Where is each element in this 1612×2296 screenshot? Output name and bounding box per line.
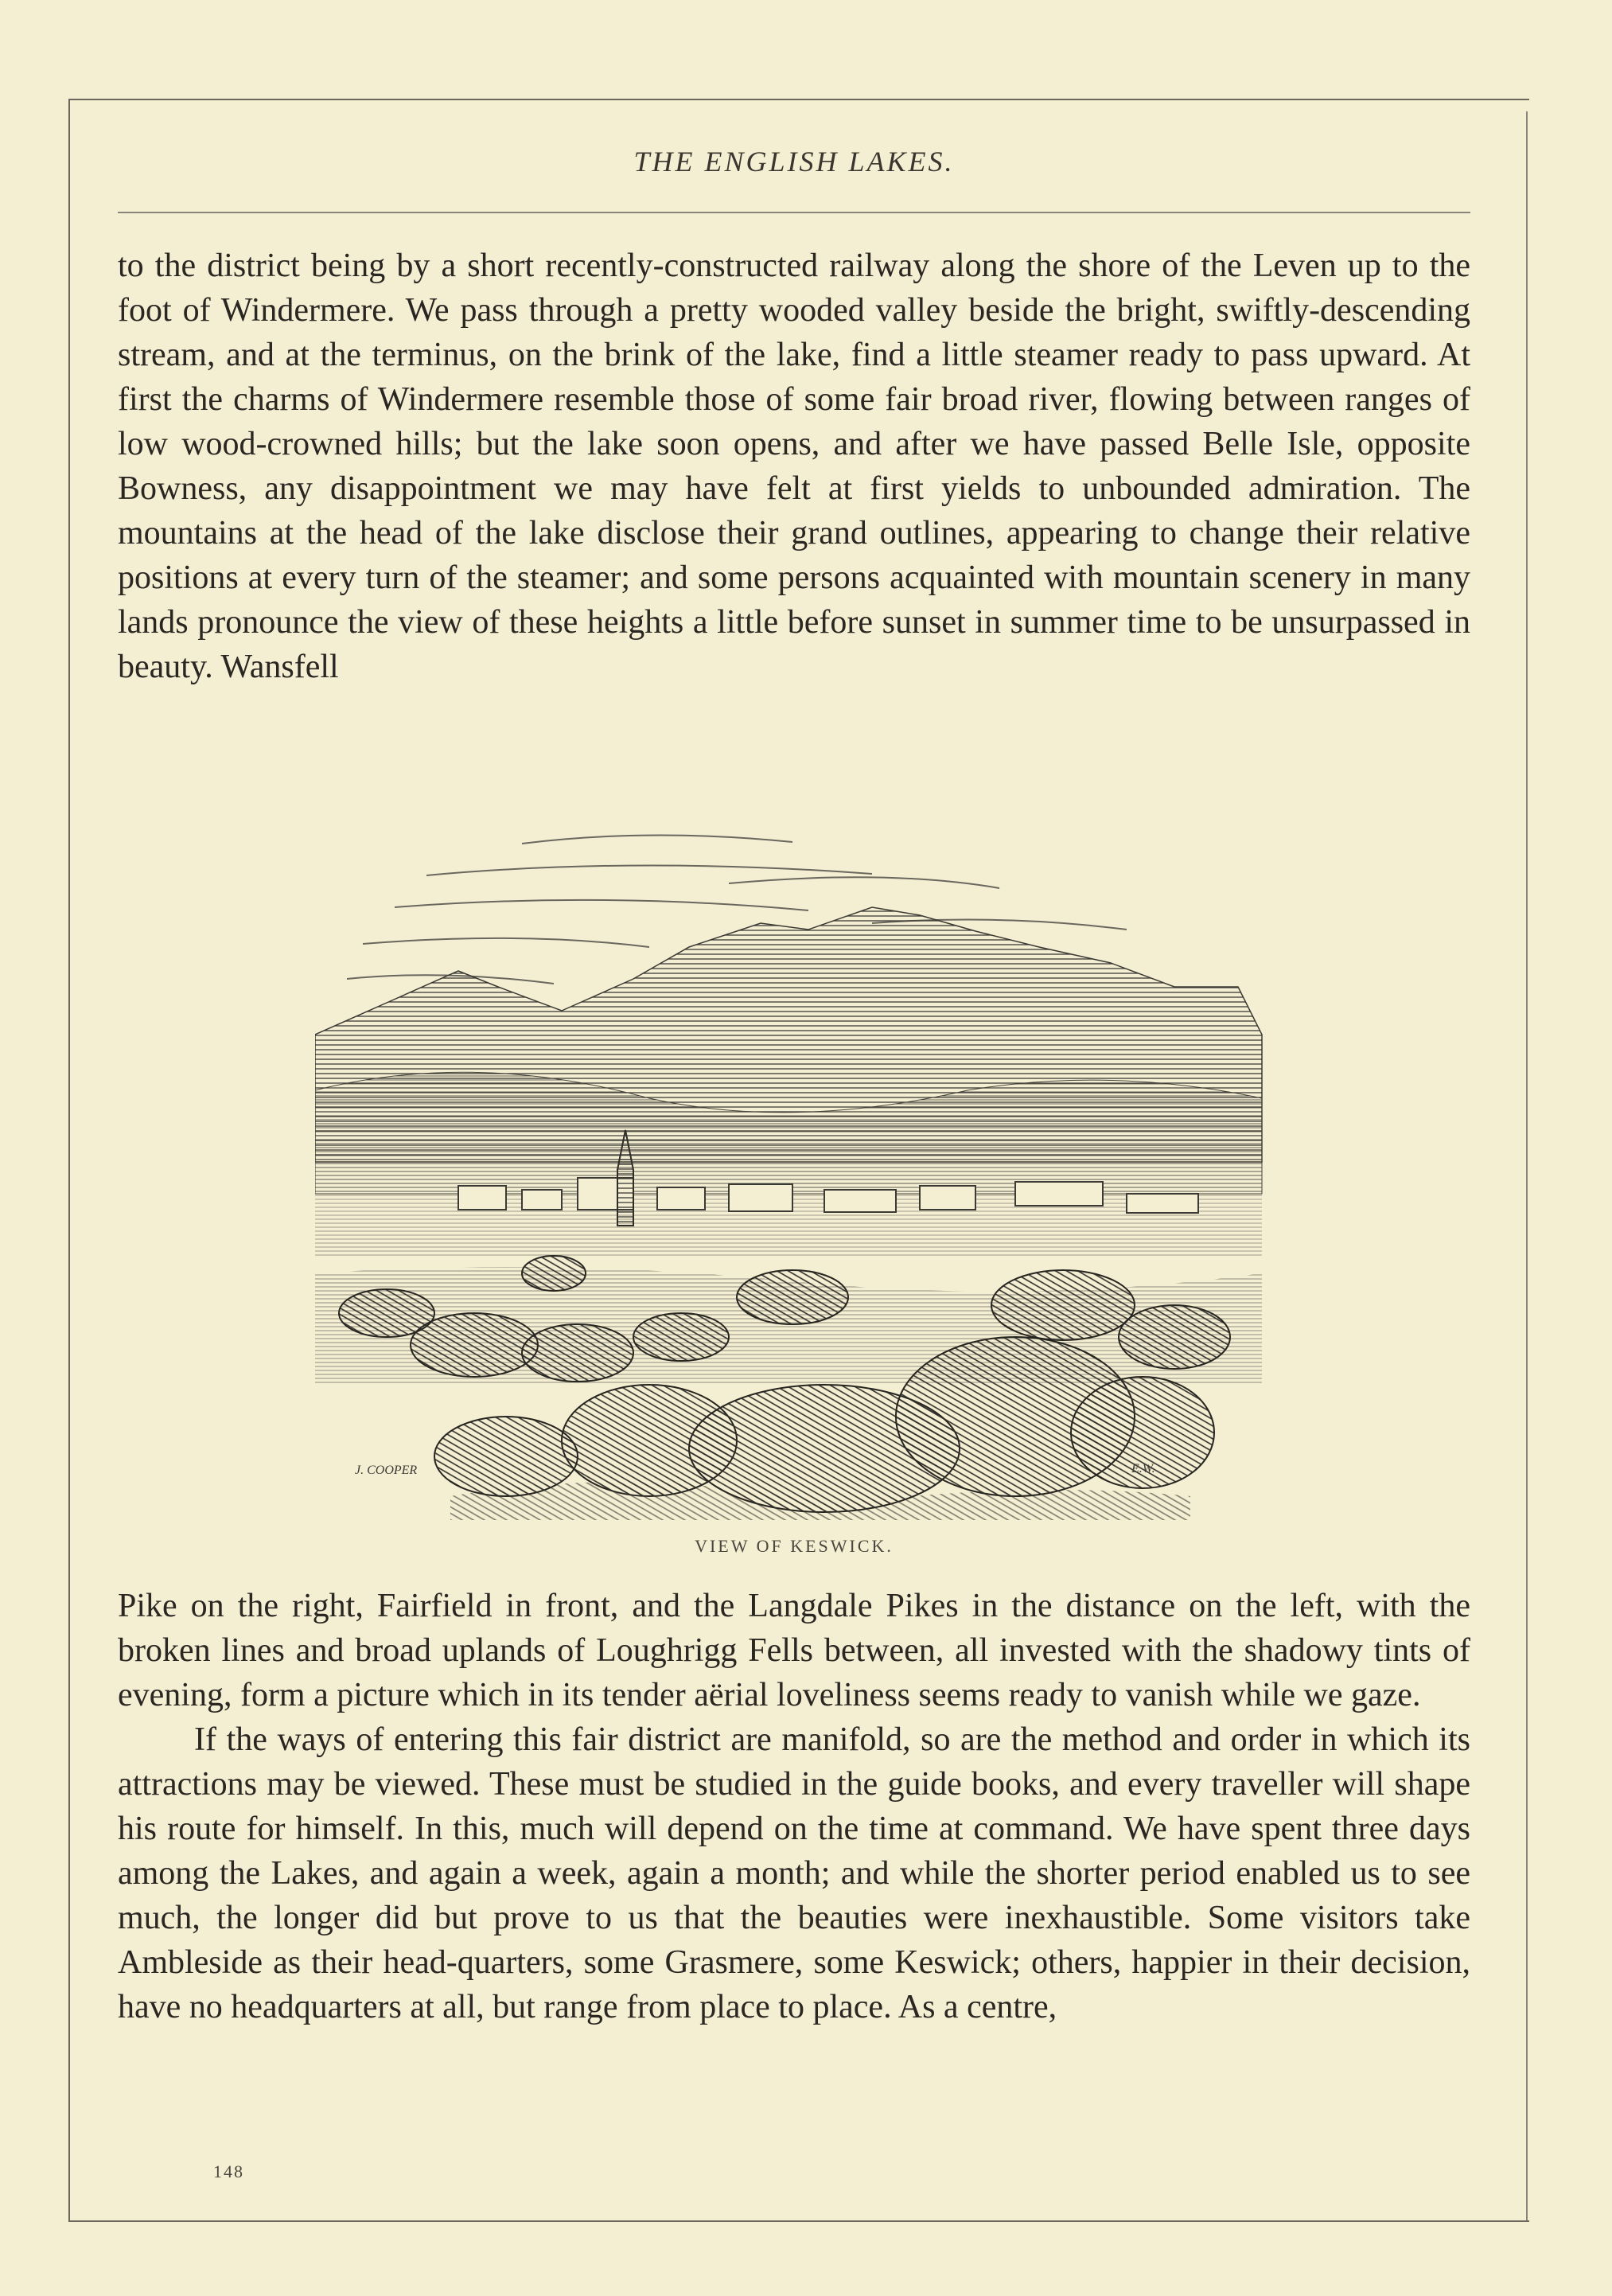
frame-left-rule <box>68 99 70 2222</box>
page-number: 148 <box>213 2162 244 2181</box>
body-text-top <box>118 244 1470 689</box>
body-text-bottom <box>118 1584 1470 2029</box>
frame-top-rule <box>68 99 1529 100</box>
paragraph: If the ways of entering this fair district are manifold, so are the method and order in which its attractions may be viewed. These must be studied in the guide books, and every traveller will shape his route for himself. In this, much will depend on the time at command. We have spent three days among the Lakes, and again a week, again a month; and while the shorter period enabled us to see much, the longer did but prove to us that the beauties were inexhaustible. Some visitors take Ambleside as their head-quarters, some Grasmere, some Keswick; others, happier in their decision, have no headquarters at all, but range from place to place. As a centre, <box>118 1721 1470 2025</box>
engraver-signature-right: E.W. <box>1131 1462 1155 1475</box>
frame-right-rule <box>1526 111 1528 2222</box>
header-rule <box>118 212 1470 213</box>
paragraph: to the district being by a short recently-constructed railway along the shore of the Leven up to the foot of Windermere. We pass through a pretty wooded valley beside the bright, swiftly-descending stream, and at the terminus, on the brink of the lake, find a little steamer ready to pass upward. At first the charms of Windermere resemble those of some fair broad river, flowing between ranges of low wood-crowned hills; but the lake soon opens, and after we have passed Belle Isle, opposite Bowness, any disappointment we may have felt at first yields to unbounded admiration. The mountains at the head of the lake disclose their grand outlines, appearing to change their relative positions at every turn of the steamer; and some persons acquainted with mountain scenery in many lands pronounce the view of these heights a little before sunset in summer time to be unsurpassed in beauty. Wansfell <box>118 248 1470 685</box>
engraver-signature-left: J. COOPER <box>355 1464 418 1477</box>
keswick-engraving <box>315 828 1270 1520</box>
paragraph: Pike on the right, Fairfield in front, and the Langdale Pikes in the distance on the left, with the broken lines and broad uplands of Loughrigg Fells between, all invested with the shadowy tints of evening, form a picture which in its tender aërial loveliness seems ready to vanish while we gaze. <box>118 1588 1470 1713</box>
running-head: THE ENGLISH LAKES. <box>633 146 955 177</box>
frame-bottom-rule <box>68 2220 1529 2222</box>
figure-caption: VIEW OF KESWICK. <box>695 1536 894 1556</box>
